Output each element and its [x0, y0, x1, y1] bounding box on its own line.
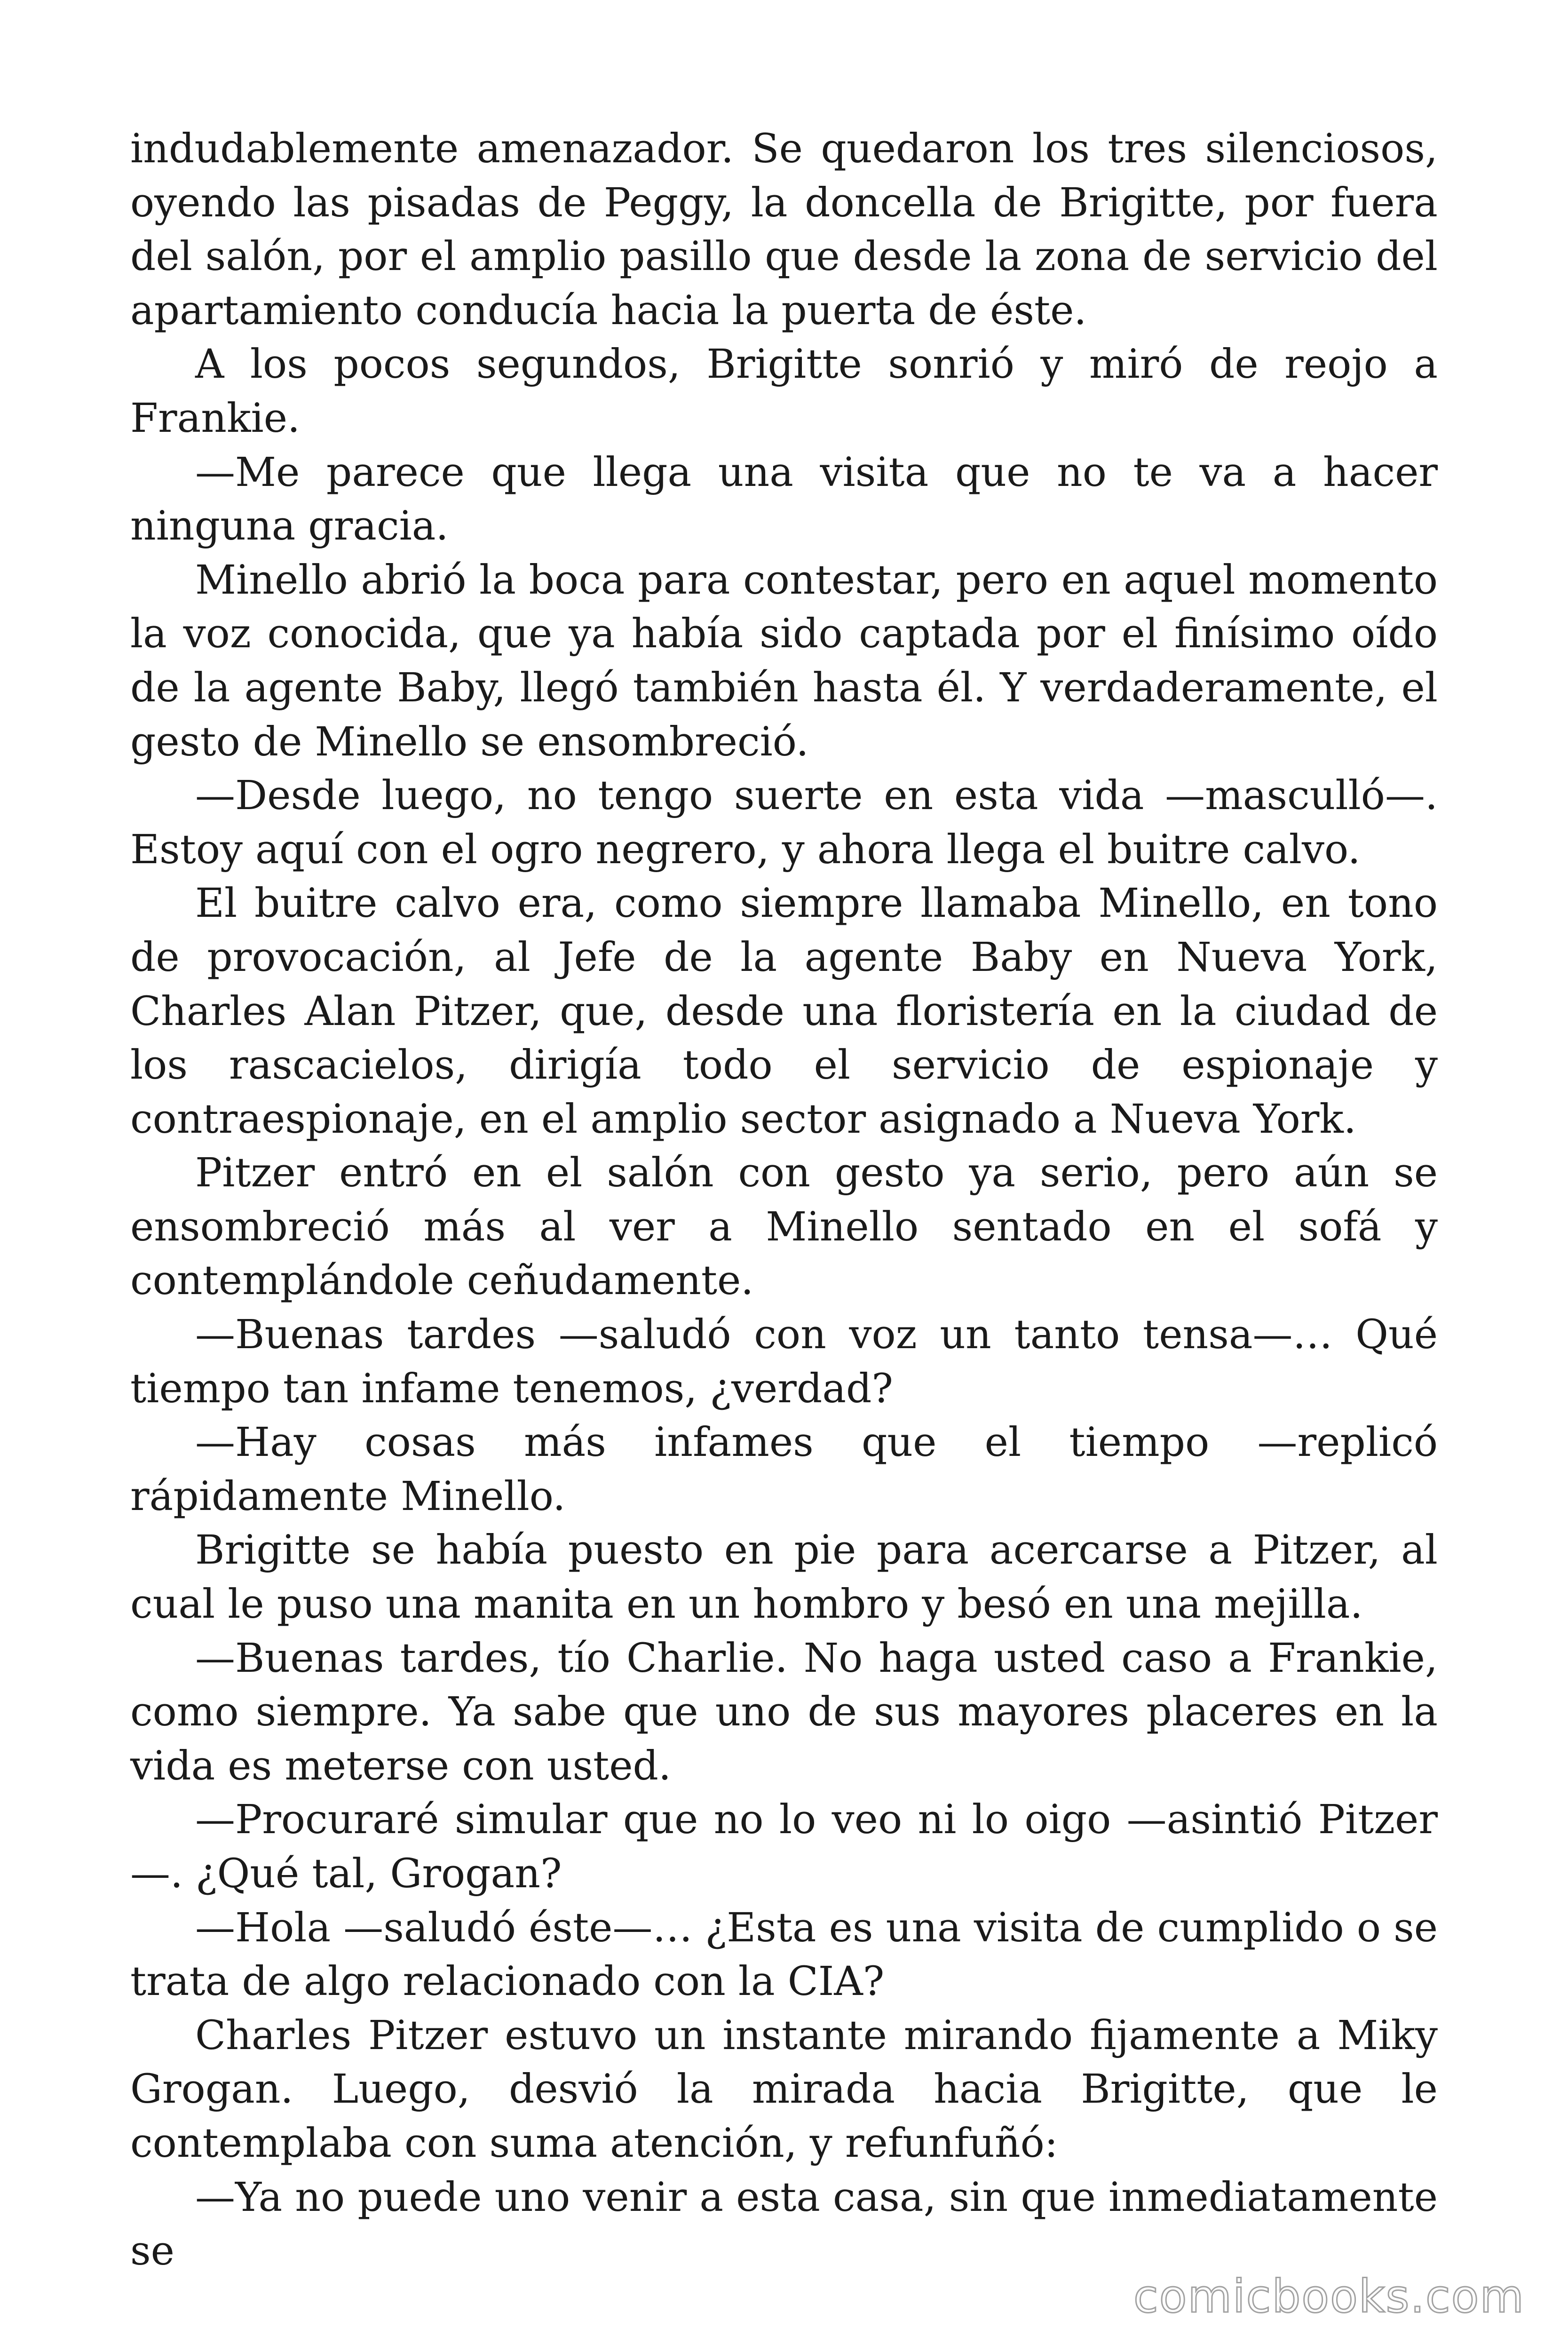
paragraph: —Me parece que llega una visita que no te va a hacer ninguna gracia.: [130, 449, 1438, 550]
paragraph: —Hay cosas más infames que el tiempo —replicó rápidamente Minello.: [130, 1419, 1438, 1520]
paragraph: Minello abrió la boca para contestar, pero en aquel momento la voz conocida, que ya había sido captada por el finísimo oído de la agente Baby, llegó también hasta él. Y verdaderamente, el gesto de Minello se ensombreció.: [130, 556, 1438, 765]
paragraph: —Buenas tardes —saludó con voz un tanto tensa—… Qué tiempo tan infame tenemos, ¿verdad?: [130, 1311, 1438, 1412]
paragraph: —Buenas tardes, tío Charlie. No haga usted caso a Frankie, como siempre. Ya sabe que uno de sus mayores placeres en la vida es meterse con usted.: [130, 1635, 1438, 1789]
paragraph-continuation: indudablemente amenazador. Se quedaron los tres silenciosos, oyendo las pisadas de Peggy, la doncella de Brigitte, por fuera del salón, por el amplio pasillo que desde la zona de servicio del apartamiento conducía hacia la puerta de éste.: [130, 126, 1438, 334]
watermark: comicbooks.com: [1133, 2270, 1525, 2323]
page-body: [130, 122, 1438, 2279]
paragraph: —Hola —saludó éste—… ¿Esta es una visita de cumplido o se trata de algo relacionado con la CIA?: [130, 1904, 1438, 2005]
paragraph: A los pocos segundos, Brigitte sonrió y miró de reojo a Frankie.: [130, 341, 1438, 442]
paragraph: —Ya no puede uno venir a esta casa, sin que inmediatamente se: [130, 2174, 1438, 2275]
paragraph: Charles Pitzer estuvo un instante mirando fijamente a Miky Grogan. Luego, desvió la mirada hacia Brigitte, que le contemplaba con suma atención, y refunfuñó:: [130, 2012, 1438, 2167]
paragraph: Brigitte se había puesto en pie para acercarse a Pitzer, al cual le puso una manita en un hombro y besó en una mejilla.: [130, 1527, 1438, 1628]
paragraph: El buitre calvo era, como siempre llamaba Minello, en tono de provocación, al Jefe de la agente Baby en Nueva York, Charles Alan Pitzer, que, desde una floristería en la ciudad de los rascacielos, dirigía todo el servicio de espionaje y contraespionaje, en el amplio sector asignado a Nueva York.: [130, 880, 1438, 1143]
paragraph: —Procuraré simular que no lo veo ni lo oigo —asintió Pitzer—. ¿Qué tal, Grogan?: [130, 1796, 1438, 1897]
paragraph: Pitzer entró en el salón con gesto ya serio, pero aún se ensombreció más al ver a Minello sentado en el sofá y contemplándole ceñudamente.: [130, 1150, 1438, 1304]
paragraph: —Desde luego, no tengo suerte en esta vida —masculló—. Estoy aquí con el ogro negrero, y ahora llega el buitre calvo.: [130, 772, 1438, 873]
